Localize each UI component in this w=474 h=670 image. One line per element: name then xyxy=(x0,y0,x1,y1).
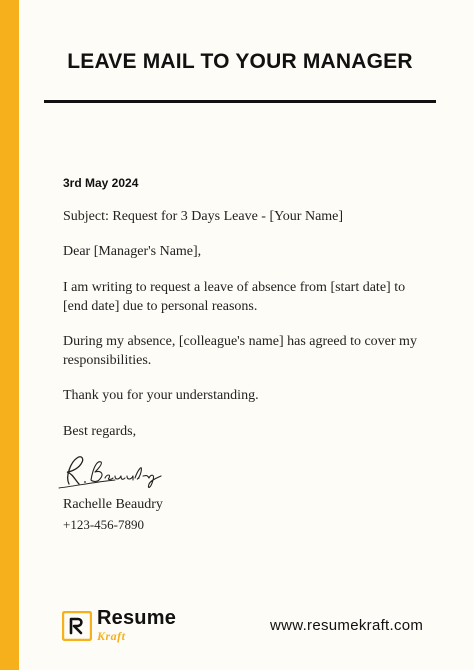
letter-body-paragraph-1: I am writing to request a leave of absence from [start date] to [end date] due to personal reasons. xyxy=(63,280,406,314)
letter-date: 3rd May 2024 xyxy=(63,176,139,190)
page-title: LEAVE MAIL TO YOUR MANAGER xyxy=(67,50,413,73)
letter-body-paragraph-2: During my absence, [colleague's name] has agreed to cover my responsibilities. xyxy=(63,334,417,368)
letter-greeting: Dear [Manager's Name], xyxy=(63,244,202,259)
logo-submark: Kraft xyxy=(97,629,126,643)
accent-side-bar xyxy=(0,0,19,670)
resumekraft-logo xyxy=(62,608,192,646)
handwritten-signature xyxy=(55,450,165,492)
letter-thanks: Thank you for your understanding. xyxy=(63,388,259,403)
logo-wordmark: Resume xyxy=(97,607,177,629)
resumekraft-logo-icon xyxy=(62,611,92,641)
letter-closing: Best regards, xyxy=(63,424,137,439)
title-divider xyxy=(44,100,436,103)
website-link[interactable]: www.resumekraft.com xyxy=(270,617,424,634)
sender-phone: +123-456-7890 xyxy=(63,517,144,532)
sender-name: Rachelle Beaudry xyxy=(63,497,163,512)
letter-subject: Subject: Request for 3 Days Leave - [Your Name] xyxy=(63,209,344,224)
